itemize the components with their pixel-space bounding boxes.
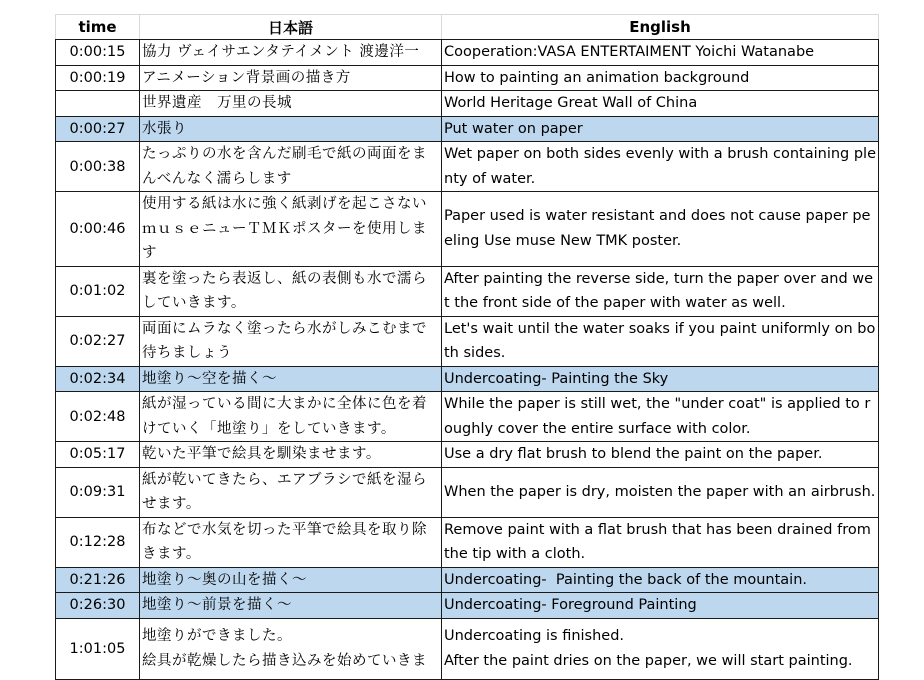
- japanese-cell[interactable]: 世界遺産 万里の長城: [140, 91, 442, 117]
- header-row: [56, 15, 879, 40]
- english-cell[interactable]: Undercoating- Foreground Painting: [442, 593, 879, 619]
- table-row: [56, 567, 879, 593]
- japanese-cell[interactable]: 両面にムラなく塗ったら水がしみこむまで待ちましょう: [140, 316, 442, 366]
- header-english[interactable]: English: [442, 15, 879, 40]
- japanese-cell[interactable]: 地塗り～前景を描く～: [140, 593, 442, 619]
- time-cell[interactable]: 0:02:48: [56, 392, 140, 442]
- japanese-cell[interactable]: 布などで水気を切った平筆で絵具を取り除きます。: [140, 517, 442, 567]
- table-row: [56, 442, 879, 468]
- japanese-cell[interactable]: たっぷりの水を含んだ刷毛で紙の両面をまんべんなく濡らします: [140, 142, 442, 192]
- subtitle-table: [55, 14, 879, 680]
- japanese-cell[interactable]: アニメーション背景画の描き方: [140, 65, 442, 91]
- table-row: [56, 192, 879, 267]
- english-cell[interactable]: World Heritage Great Wall of China: [442, 91, 879, 117]
- table-body: [56, 40, 879, 680]
- japanese-cell[interactable]: 地塗りができました。 絵具が乾燥したら描き込みを始めていきま: [140, 618, 442, 679]
- time-cell[interactable]: 0:00:15: [56, 40, 140, 66]
- time-cell[interactable]: 0:02:34: [56, 366, 140, 392]
- time-cell[interactable]: 0:09:31: [56, 467, 140, 517]
- japanese-cell[interactable]: 使用する紙は水に強く紙剥げを起こさないｍｕｓｅニューＴＭＫポスターを使用します: [140, 192, 442, 267]
- time-cell[interactable]: 0:00:38: [56, 142, 140, 192]
- table-row: [56, 593, 879, 619]
- table-row: [56, 392, 879, 442]
- english-cell[interactable]: How to painting an animation background: [442, 65, 879, 91]
- table-row: [56, 65, 879, 91]
- english-cell[interactable]: Use a dry flat brush to blend the paint on the paper.: [442, 442, 879, 468]
- japanese-cell[interactable]: 水張り: [140, 116, 442, 142]
- table-row: [56, 517, 879, 567]
- time-cell[interactable]: 0:00:19: [56, 65, 140, 91]
- time-cell[interactable]: 0:21:26: [56, 567, 140, 593]
- japanese-cell[interactable]: 地塗り～空を描く～: [140, 366, 442, 392]
- english-cell[interactable]: Undercoating- Painting the Sky: [442, 366, 879, 392]
- time-cell[interactable]: 0:02:27: [56, 316, 140, 366]
- table-row: [56, 316, 879, 366]
- japanese-cell[interactable]: 地塗り～奥の山を描く～: [140, 567, 442, 593]
- japanese-cell[interactable]: 裏を塗ったら表返し、紙の表側も水で濡らしていきます。: [140, 266, 442, 316]
- header-time[interactable]: time: [56, 15, 140, 40]
- time-cell[interactable]: [56, 91, 140, 117]
- table-row: [56, 467, 879, 517]
- japanese-cell[interactable]: 紙が乾いてきたら、エアブラシで紙を湿らせます。: [140, 467, 442, 517]
- time-cell[interactable]: 1:01:05: [56, 618, 140, 679]
- english-cell[interactable]: When the paper is dry, moisten the paper with an airbrush.: [442, 467, 879, 517]
- english-cell[interactable]: Let's wait until the water soaks if you paint uniformly on both sides.: [442, 316, 879, 366]
- time-cell[interactable]: 0:01:02: [56, 266, 140, 316]
- time-cell[interactable]: 0:26:30: [56, 593, 140, 619]
- time-cell[interactable]: 0:05:17: [56, 442, 140, 468]
- time-cell[interactable]: 0:00:27: [56, 116, 140, 142]
- time-cell[interactable]: 0:00:46: [56, 192, 140, 267]
- english-cell[interactable]: While the paper is still wet, the "under coat" is applied to roughly cover the entire surface with color.: [442, 392, 879, 442]
- english-cell[interactable]: Put water on paper: [442, 116, 879, 142]
- english-cell[interactable]: Paper used is water resistant and does not cause paper peeling Use muse New TMK poster.: [442, 192, 879, 267]
- japanese-cell[interactable]: 紙が湿っている間に大まかに全体に色を着けていく「地塗り」をしていきます。: [140, 392, 442, 442]
- table-row: [56, 40, 879, 66]
- table-row: [56, 116, 879, 142]
- english-cell[interactable]: Cooperation:VASA ENTERTAIMENT Yoichi Watanabe: [442, 40, 879, 66]
- table-row: [56, 142, 879, 192]
- time-cell[interactable]: 0:12:28: [56, 517, 140, 567]
- english-cell[interactable]: Undercoating- Painting the back of the mountain.: [442, 567, 879, 593]
- japanese-cell[interactable]: 協力 ヴェイサエンタテイメント 渡邊洋一: [140, 40, 442, 66]
- english-cell[interactable]: Wet paper on both sides evenly with a brush containing plenty of water.: [442, 142, 879, 192]
- english-cell[interactable]: After painting the reverse side, turn the paper over and wet the front side of the paper with water as well.: [442, 266, 879, 316]
- table-row: [56, 618, 879, 679]
- table-row: [56, 366, 879, 392]
- english-cell[interactable]: Remove paint with a flat brush that has been drained from the tip with a cloth.: [442, 517, 879, 567]
- japanese-cell[interactable]: 乾いた平筆で絵具を馴染ませます。: [140, 442, 442, 468]
- table-row: [56, 266, 879, 316]
- english-cell[interactable]: Undercoating is finished. After the paint dries on the paper, we will start painting.: [442, 618, 879, 679]
- table-row: [56, 91, 879, 117]
- header-japanese[interactable]: 日本語: [140, 15, 442, 40]
